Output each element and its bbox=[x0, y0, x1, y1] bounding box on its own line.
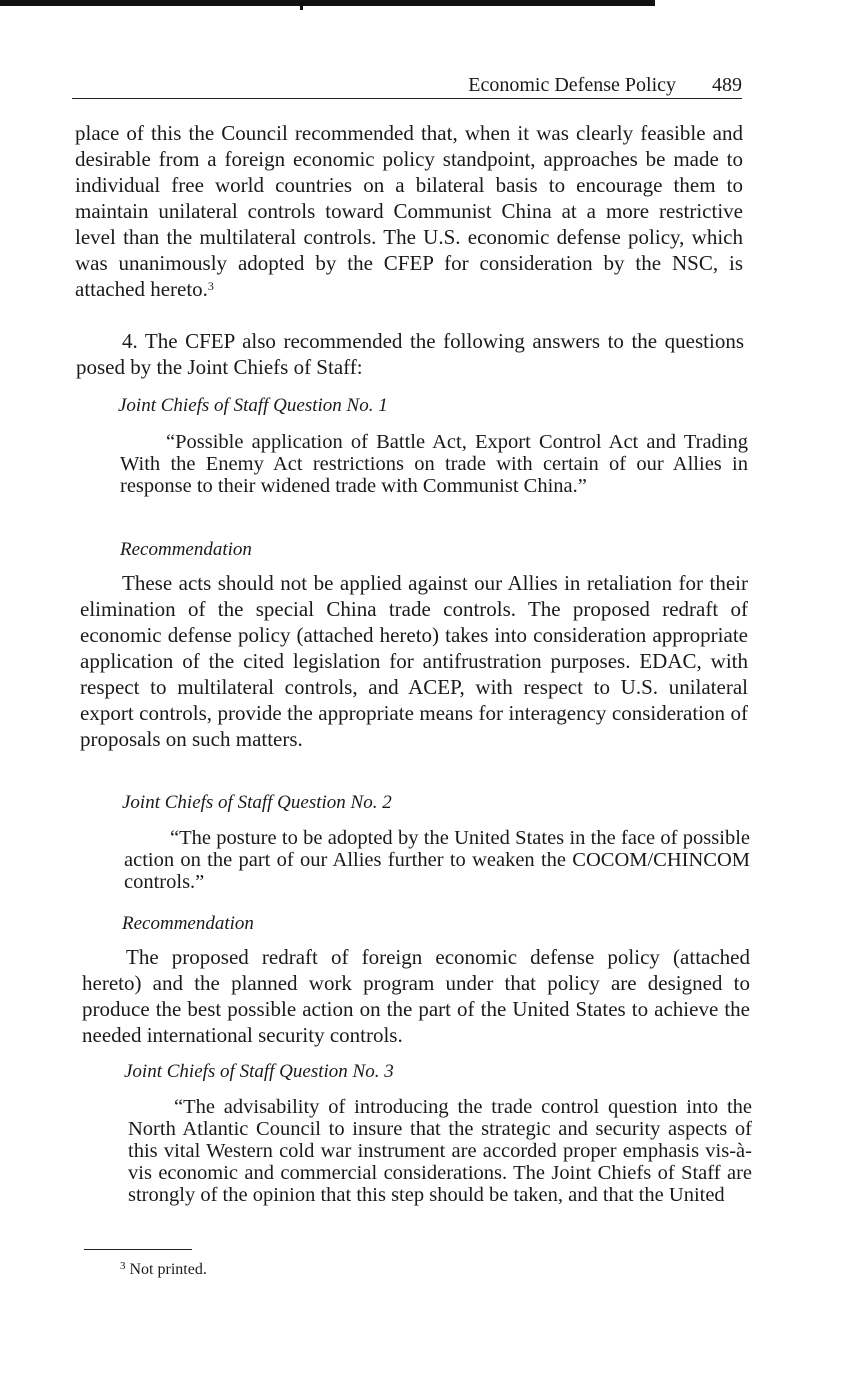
paragraph-continued bbox=[75, 120, 743, 302]
question-3-heading: Joint Chiefs of Staff Question No. 3 bbox=[124, 1061, 394, 1082]
question-1-heading: Joint Chiefs of Staff Question No. 1 bbox=[118, 395, 388, 416]
page-number: 489 bbox=[712, 74, 742, 96]
header-rule bbox=[72, 98, 742, 99]
paragraph-4: 4. The CFEP also recommended the following answers to the questions posed by the Joint Chiefs of Staff: bbox=[76, 329, 744, 379]
scan-top-border-tick bbox=[300, 0, 303, 10]
question-2-quote: “The posture to be adopted by the United States in the face of possible action on the part of our Allies further to weaken the COCOM/CHINCOM controls.” bbox=[124, 827, 750, 893]
question-2-heading: Joint Chiefs of Staff Question No. 2 bbox=[122, 792, 392, 813]
paragraph-continued-text: place of this the Council recommended that, when it was clearly feasible and desirable from a foreign economic policy standpoint, approaches be made to individual free world countries on a bilateral basis to encourage them to maintain unilateral controls toward Communist China at a more restrictive level than the multilateral controls. The U.S. economic defense policy, which was unanimously adopted by the CFEP for consideration by the NSC, is attached hereto. bbox=[75, 121, 743, 301]
question-3-quote: “The advisability of introducing the trade control question into the North Atlantic Council to insure that the strategic and security aspects of this vital Western cold war instrument are accorded proper emphasis vis-à-vis economic and commercial considerations. The Joint Chiefs of Staff are strongly of the opinion that this step should be taken, and that the United bbox=[128, 1096, 752, 1206]
footnote-rule bbox=[84, 1249, 192, 1250]
footnote-reference: 3 bbox=[207, 279, 214, 293]
scan-top-border bbox=[0, 0, 655, 6]
recommendation-2-text: The proposed redraft of foreign economic defense policy (attached hereto) and the planned work program under that policy are designed to produce the best possible action on the part of the United States to achieve the needed international security controls. bbox=[82, 945, 750, 1047]
recommendation-2-heading: Recommendation bbox=[122, 913, 254, 934]
footnote-marker: 3 bbox=[120, 1260, 126, 1272]
footnote bbox=[120, 1261, 207, 1279]
running-header-title: Economic Defense Policy bbox=[468, 74, 676, 96]
footnote-text: Not printed. bbox=[129, 1261, 207, 1278]
recommendation-1-text: These acts should not be applied against our Allies in retaliation for their elimination of the special China trade controls. The proposed redraft of economic defense policy (attached hereto) takes into consideration appropriate application of the cited legislation for antifrustration purposes. EDAC, with respect to multilateral controls, and ACEP, with respect to U.S. unilateral export controls, provide the appropriate means for interagency consideration of proposals on such matters. bbox=[80, 571, 748, 751]
running-header bbox=[72, 72, 742, 98]
question-1-quote: “Possible application of Battle Act, Export Control Act and Trading With the Enemy Act restrictions on trade with certain of our Allies in response to their widened trade with Communist China.” bbox=[120, 431, 748, 497]
recommendation-1-heading: Recommendation bbox=[120, 539, 252, 560]
